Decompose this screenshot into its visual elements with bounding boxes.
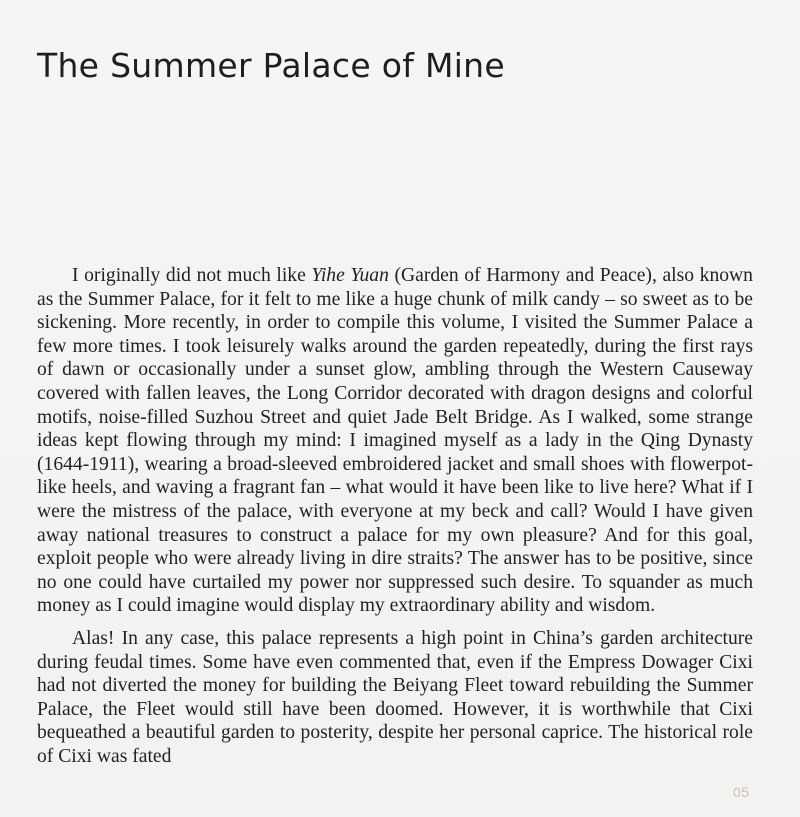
paragraph-1-lead: I originally did not much like (72, 265, 312, 286)
paragraph-2: Alas! In any case, this palace represents a high point in China’s garden architecture during feudal times. Some have even commented that, even if the Empress Dowager Cixi had not diverted the money for building the Beiyang Fleet toward rebuilding the Summer Palace, the Fleet would still have been doomed. However, it is worthwhile that Cixi bequeathed a beautiful garden to posterity, despite her personal caprice. The historical role of Cixi was fated (37, 627, 753, 767)
page-number: 05 (733, 784, 750, 800)
chapter-title: The Summer Palace of Mine (37, 46, 506, 85)
paragraph-1-rest: (Garden of Harmony and Peace), also known as the Summer Palace, for it felt to me like a huge chunk of milk candy – so sweet as to be sickening. More recently, in order to compile this volume, I visited the Summer Palace a few more times. I took leisurely walks around the garden repeatedly, during the first rays of dawn or occasionally under a sunset glow, ambling through the Western Causeway covered with fallen leaves, the Long Corridor decorated with dragon designs and colorful motifs, noise-filled Suzhou Street and quiet Jade Belt Bridge. As I walked, some strange ideas kept flowing through my mind: I imagined myself as a lady in the Qing Dynasty (1644-1911), wearing a broad-sleeved embroidered jacket and small shoes with flowerpot-like heels, and waving a fragrant fan – what would it have been like to live here? What if I were the mistress of the palace, with everyone at my beck and call? Would I have given away national treasures to construct a palace for my own pleasure? And for this goal, exploit people who were already living in dire straits? The answer has to be positive, since no one could have curtailed my power nor suppressed such desire. To squander as much money as I could imagine would display my extraordinary ability and wisdom. (37, 265, 753, 617)
yihe-yuan-term: Yihe Yuan (311, 265, 389, 286)
body-text (37, 264, 753, 768)
paragraph-1 (37, 264, 753, 618)
